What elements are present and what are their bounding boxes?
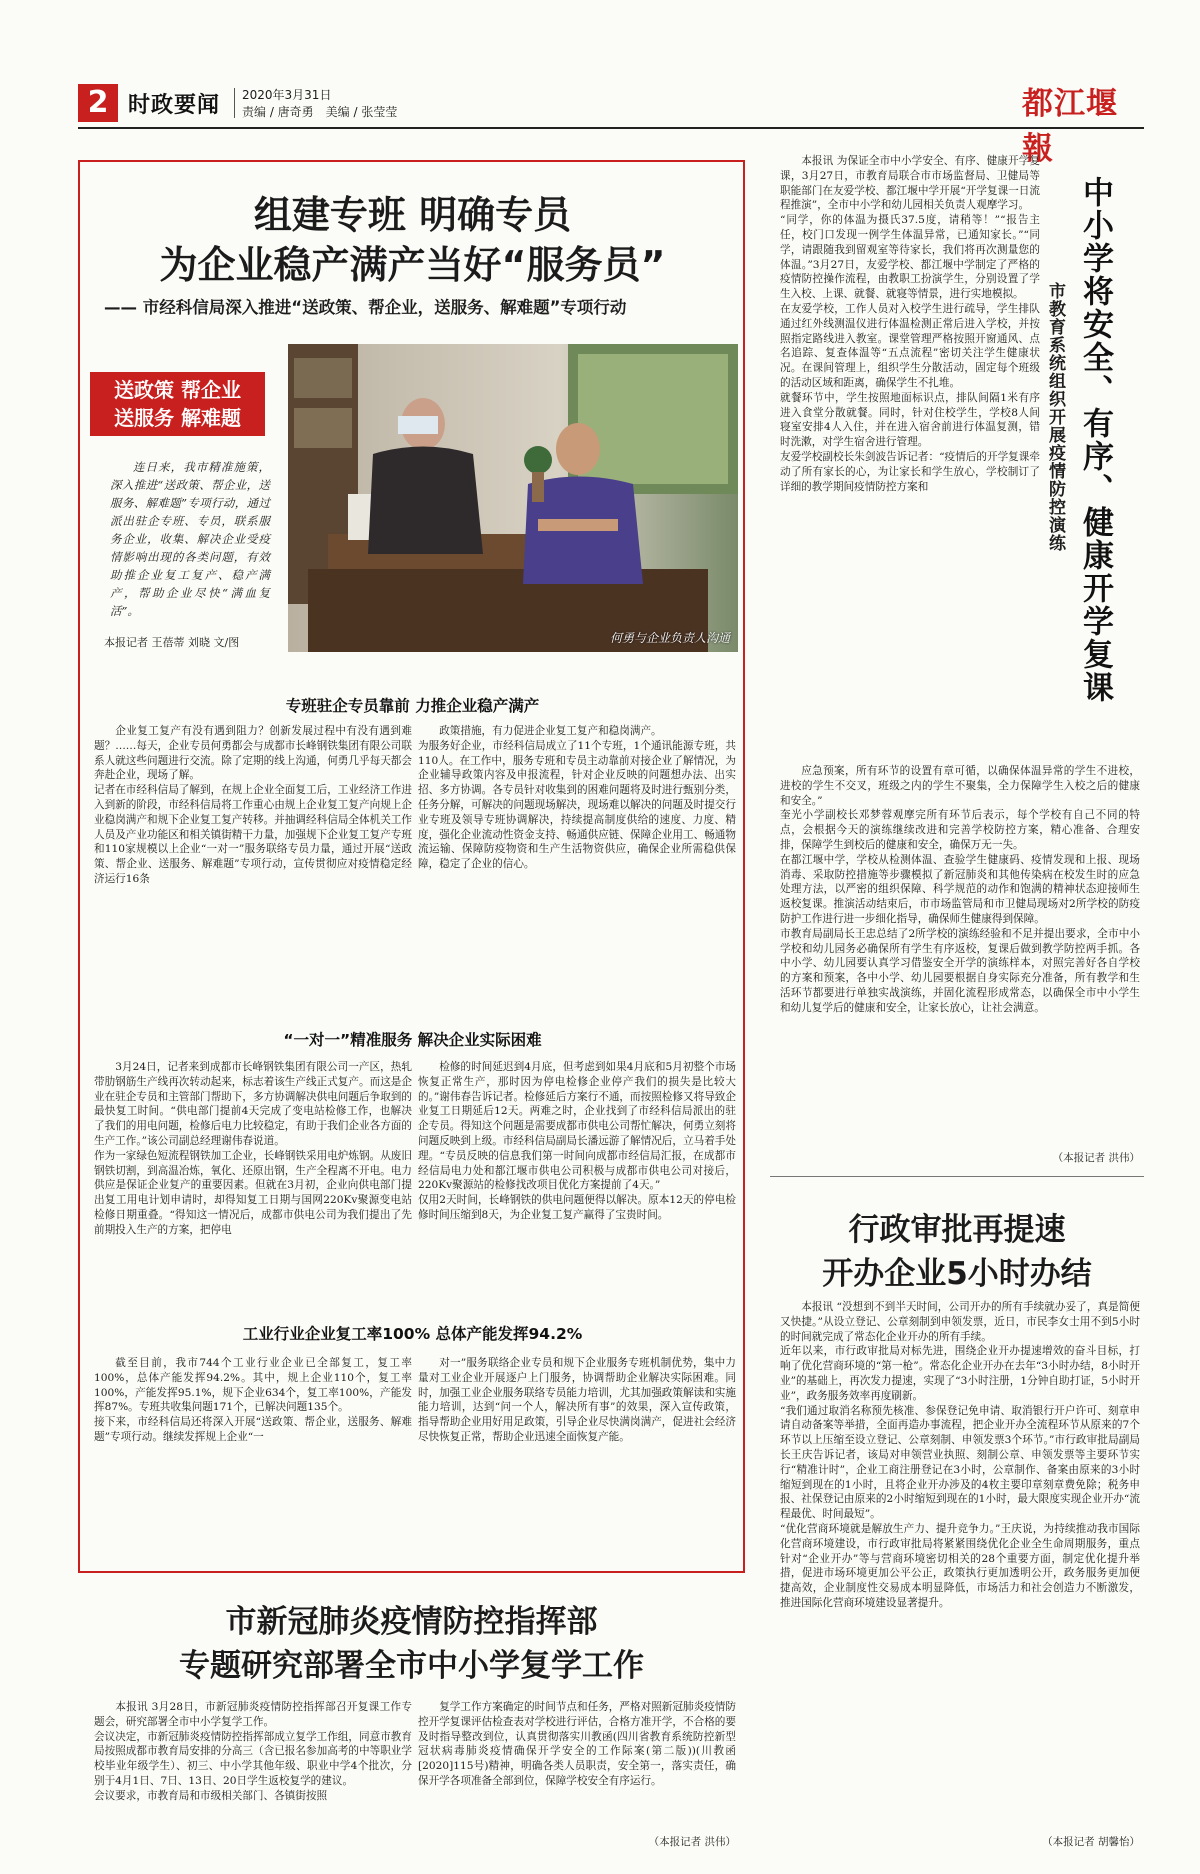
article-divider (770, 1176, 1144, 1177)
feature-title-line1: 组建专班 明确专员 (253, 193, 572, 237)
article3-subtitle-vertical: 市教育系统组织开展疫情防控演练 (1045, 282, 1065, 552)
section-2-col1: 3月24日，记者来到成都市长峰钢铁集团有限公司一产区，热轧带肋钢筋生产线再次转动起来，标志着该生产线正式复产。而这是企业在驻企专员和主管部门帮助下，多方协调解决供电问题后争取到的最快复工时间。“供电部门提前4天完成了变电站检修工作，也解决了我们的用电问题，检修后电力比较稳定，有助于我们企业各方面的生产工作。”该公司副总经理谢伟春说道。 作为一家绿色短流程钢铁加工企业，长峰钢铁采用电炉炼钢。从废旧钢铁切割，到高温冶炼，氧化、还原出钢，生产全程离不开电。电力供应是保证企业复产的重要因素。但就在3月初，企业向供电部门提出复工用电计划申请时，却得知复工日期与国网220Kv聚源变电站检修日期重叠。“得知这一情况后，成都市供电公司为我们提出了先前期投入生产的方案，把停电 (94, 1061, 412, 1236)
campaign-tag (90, 372, 265, 436)
news-photo (288, 344, 738, 652)
article2-col2: 复学工作方案确定的时间节点和任务，严格对照新冠肺炎疫情防控开学复课评估检查表对学校进行评估，合格方准开学，不合格的要及时指导整改到位，认真贯彻落实川教函(四川省教育系统防控新型冠状病毒肺炎疫情确保开学安全的工作际案(第二版))(川教函[2020]115号)精神，明确各类人员职责，安全第一，落实责任，确保开学各项准备全部到位，保障学校安全有序运行。 (418, 1701, 736, 1787)
header-divider (234, 88, 235, 118)
article2-title-line2: 专题研究部署全市中小学复学工作 (179, 1648, 644, 1684)
article4-title-line1: 行政审批再提速 (848, 1212, 1066, 1248)
office-meeting-photo (288, 344, 738, 652)
page-number: 2 (78, 84, 118, 122)
photo-byline: 本报记者 王蓓蒂 刘晓 文/图 (104, 636, 240, 649)
photo-caption: 何勇与企业负责人沟通 (609, 631, 730, 645)
section-1-col2: 政策措施，有力促进企业复工复产和稳岗满产。 为服务好企业，市经科信局成立了11个专班，1个通讯能源专班，共110人。在工作中，服务专班和专员主动靠前对接企业了解情况，为企业辅导政策内容及申报流程，针对企业反映的问题想办法、出实招、多方协调。各专员针对收集到的困难问题将及时进行甄别分类，任务分解，可解决的问题现场解决，现场难以解决的问题及时提交行业专班及领导专班协调解决，持续提高制度供给的速度、力度、精度，强化企业流动性资金支持、畅通供应链、保障企业用工、畅通物流运输、保障防疫物资和生产生活物资供应，确保企业所需稳供保障，稳定了企业的信心。 (418, 725, 736, 871)
article2-credit: （本报记者 洪伟） (648, 1836, 736, 1848)
section-name: 时政要闻 (128, 93, 221, 118)
section-2-col2: 检修的时间延迟到4月底，但考虑到如果4月底和5月初整个市场恢复正常生产，那时因为停电检修企业停产我们的损失是比较大的。”谢伟春告诉记者。检修延后方案行不通，而按照检修又将导致企业复工日期延后12天。两难之时，企业找到了市经科信局派出的驻企专员。得知这个问题是需要成都市供电公司帮忙解决，何勇立刻将问题反映到上级。市经科信局副局长潘远游了解情况后，立马着手处理。“专员反映的信息我们第一时间向成都市经信局汇报，在成都市经信局电力处和都江堰市供电公司积极与成都市供电公司对接后，220Kv聚源站的检修找改项目优化方案提前了4天。” 仅用2天时间，长峰钢铁的供电问题便得以解决。原本12天的停电检修时间压缩到8天，为企业复工复产赢得了宝贵时间。 (418, 1061, 736, 1221)
header-rule (78, 127, 1144, 129)
feature-title-line2: 为企业稳产满产当好“服务员” (159, 243, 666, 287)
campaign-tag-line1: 送政策 帮企业 (114, 378, 241, 402)
page-header (78, 84, 1144, 167)
section-3-col1: 截至目前，我市744个工业行业企业已全部复工，复工率100%，总体产能发挥94.2%。其中，规上企业110个，复工率100%，产能发挥95.1%，规下企业634个，复工率100%，产能发挥87%。专班共收集问题171个，已解决问题135个。 接下来，市经科信局还将深入开展“送政策、帮企业，送服务、解难题”专项行动。继续发挥规上企业“一 (94, 1357, 412, 1443)
article4-body: 本报讯 “没想到不到半天时间，公司开办的所有手续就办妥了，真是简便又快捷。”从设立登记、公章刻制到申领发票，近日，市民李女士用不到5小时的时间就完成了常态化企业开办的所有手续。 近年以来，市行政审批局对标先进，围绕企业开办提速增效的奋斗目标，打响了优化营商环境的“第一枪”。常态化企业开办在去年“3小时办结，8小时开业”的基础上，再次发力提速，实现了“3小时注册，1分钟自助打证，5小时开业”，政务服务效率再度刷新。 “我们通过取消名称预先核准、参保登记免申请、取消银行开户许可、刻章申请自动备案等举措，全面再造办事流程，把企业开办全流程环节从原来的7个环节以上压缩至设立登记、公章刻制、申领发票3个环节。”市行政审批局副局长王庆告诉记者，该局对申领营业执照、刻制公章、申领发票等主要环节实行“精准计时”，企业工商注册登记在3小时，公章制作、备案由原来的3小时缩短到现在的1小时，且将企业开办涉及的4枚主要印章刻章费免除；税务申报、社保登记由原来的2小时缩短到现在的1小时，最大限度实现企业开办“流程最优、时间最短”。 “优化营商环境就是解放生产力、提升竞争力。”王庆说，为持续推动我市国际化营商环境建设，市行政审批局将紧紧围绕优化企业全生命周期服务，重点针对“企业开办”等与营商环境密切相关的28个重要方面，制定优化提升举措，促进市场环境更加公平公正，政策执行更加透明公开，政务服务更加便捷高效，企业制度性交易成本明显降低，市场活力和社会创造力不断激发，推进国际化营商环境建设显著提升。 (780, 1301, 1140, 1609)
article2-col1: 本报讯 3月28日，市新冠肺炎疫情防控指挥部召开复课工作专题会，研究部署全市中小学复学工作。 会议决定，市新冠肺炎疫情防控指挥部成立复学工作组，同意市教育局按照成都市教育局安排的分高三（含已报名参加高考的中等职业学校毕业年级学生）、初三、中小学其他年级、职业中学4个批次，分别于4月1日、7日、13日、20日学生返校复学的建议。 会议要求，市教育局和市级相关部门、各镇街按照 (94, 1701, 412, 1802)
editors: 责编 / 唐奇勇 美编 / 张莹莹 (242, 105, 398, 119)
lead-paragraph: 连日来，我市精准施策，深入推进“送政策、帮企业，送服务、解难题”专项行动，通过派出驻企专班、专员，联系服务企业，收集、解决企业受疫情影响出现的各类问题，有效助推企业复工复产、稳产满产，帮助企业尽快“满血复活”。 (110, 460, 270, 618)
article3-credit: （本报记者 洪伟） (1052, 1152, 1140, 1164)
section-heading-2: “一对一”精准服务 解决企业实际困难 (283, 1031, 542, 1049)
masthead-logo: 都江堰報 (1022, 86, 1118, 167)
article4-credit: （本报记者 胡馨怡） (1042, 1836, 1140, 1848)
article4-title-line2: 开办企业5小时办结 (822, 1256, 1092, 1292)
section-1-col1: 企业复工复产有没有遇到阻力？创新发展过程中有没有遇到难题？……每天，企业专员何勇都会与成都市长峰钢铁集团有限公司联系人就这些问题进行交流。除了定期的线上沟通，何勇几乎每天都会奔赴企业，现场了解。 记者在市经科信局了解到，在规上企业全面复工后，工业经济工作进入到新的阶段，市经科信局将工作重心由规上企业复工复产向规上企业稳岗满产和规下企业复工复产转移。并抽调经科信局全体机关工作人员及产业功能区和相关镇街精干力量，加强规下企业复工复产专班和110家规模以上企业“一对一”服务联络专员力量，通过开展“送政策、帮企业、送服务、解难题”专项行动，宣传贯彻应对疫情稳定经济运行16条 (94, 725, 412, 885)
section-3-col2: 对一”服务联络企业专员和规下企业服务专班机制优势，集中力量对工业企业开展逐户上门服务，协调帮助企业解决实际困难。同时，加强工业企业服务联络专员能力培训，尤其加强政策解读和实施能力培训，达到“问一个人，解决所有事”的效果，深入宣传政策，指导帮助企业用好用足政策，引导企业尽快满岗满产，促进社会经济尽快恢复正常，帮助企业迅速全面恢复产能。 (418, 1357, 736, 1443)
issue-date: 2020年3月31日 (242, 88, 332, 102)
article3-bottom-column: 应急预案，所有环节的设置有章可循，以确保体温异常的学生不进校，进校的学生不交叉，班级之内的学生不聚集，全力保障学生入校之后的健康和安全。” 奎光小学副校长邓梦蓉观摩完所有环节后表示，每个学校有自己不同的特点，会根据今天的演练继续改进和完善学校防控方案，精心准备、合理安排，保障学生到校后的健康和安全，确保万无一失。 在都江堰中学，学校从检测体温、查验学生健康码、疫情发现和上报、现场消毒、采取防控措施等步骤模拟了新冠肺炎和其他传染病在校发生时的应急处理方法，以严密的组织保障、科学规范的动作和饱满的精神状态迎接师生返校复课。推演活动结束后，市市场监管局和市卫健局现场对2所学校的防疫防护工作进行进一步细化指导，确保师生健康得到保障。 市教育局副局长王忠总结了2所学校的演练经验和不足并提出要求，全市中小学校和幼儿园务必确保所有学生有序返校，复课后做到教学防控两手抓。各中小学、幼儿园要认真学习借鉴安全开学的演练样本，对照完善好各自学校的方案和预案，各中小学、幼儿园要根据自身实际充分准备，所有教学和生活环节都要进行单独实战演练，并固化流程形成常态，以确保全市中小学生和幼儿复学后的健康和安全，让家长放心，让社会满意。 (780, 765, 1140, 1014)
feature-subtitle: —— 市经科信局深入推进“送政策、帮企业，送服务、解难题”专项行动 (104, 298, 627, 317)
article3-top-column: 本报讯 为保证全市中小学安全、有序、健康开学复课，3月27日，市教育局联合市市场监督局、卫健局等职能部门在友爱学校、都江堰中学开展“开学复课一日流程推演”，全市中小学和幼儿园相关负责人观摩学习。 “同学，你的体温为摄氏37.5度，请稍等！”“报告主任，校门口发现一例学生体温异常，已通知家长。”“同学，请跟随我到留观室等待家长，我们将再次测量您的体温。”3月27日，友爱学校、都江堰中学制定了严格的疫情防控操作流程，由教职工扮演学生，分别设置了学生入校、上课、就餐、就寝等情景，进行实地模拟。 在友爱学校，工作人员对入校学生进行疏导，学生排队通过红外线测温仪进行体温检测正常后进入学校，并按照指定路线进入教室。课堂管理严格按照开窗通风、点名追踪、复查体温等“五点流程”密切关注学生健康状况。在课间管理上，组织学生分散活动，固定每个班级的活动区域和距离，确保学生不扎堆。 就餐环节中，学生按照地面标识点，排队间隔1米有序进入食堂分散就餐。同时，针对住校学生，学校8人间寝室安排4人入住，并在进入宿舍前进行体温复测，错时洗漱，对学生宿舍进行管理。 友爱学校副校长朱剑波告诉记者：“疫情后的开学复课牵动了所有家长的心，为让家长和学生放心，学校制订了详细的教学期间疫情防控方案和 (780, 155, 1040, 493)
section-heading-3: 工业行业企业复工率100% 总体产能发挥94.2% (242, 1325, 583, 1343)
campaign-tag-line2: 送服务 解难题 (114, 406, 241, 430)
article2-title-line1: 市新冠肺炎疫情防控指挥部 (225, 1604, 598, 1640)
section-heading-1: 专班驻企专员靠前 力推企业稳产满产 (285, 697, 540, 715)
article3-title-vertical: 中小学将安全、有序、健康开学复课 (1077, 176, 1113, 704)
